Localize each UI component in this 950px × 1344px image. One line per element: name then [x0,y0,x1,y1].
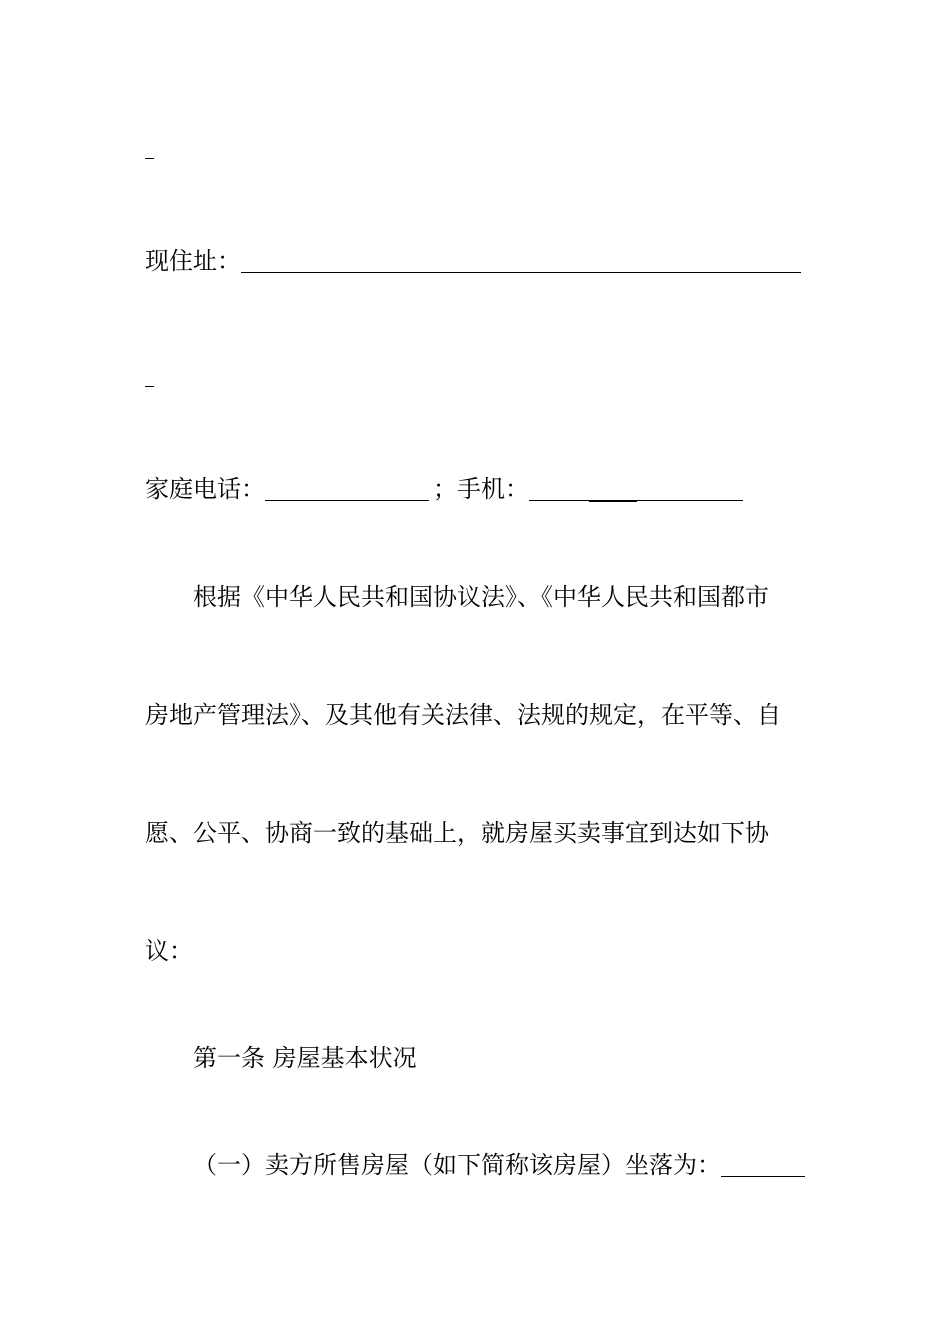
paragraph-line: 愿、公平、协商一致的基础上，就房屋买卖事宜到达如下协 [145,819,769,847]
paragraph-line: 房地产管理法》、及其他有关法律、法规的规定，在平等、自 [145,701,781,729]
location-blank[interactable] [721,1154,805,1177]
address-line [145,246,801,276]
mobile-blank[interactable] [529,478,743,501]
clause-text: （一）卖方所售房屋（如下简称该房屋）坐落为： [193,1151,721,1179]
paragraph-line: 议： [145,937,193,965]
mobile-label: 手机： [457,475,529,503]
home-phone-label: 家庭电话： [145,475,265,503]
separator: ； [433,475,457,503]
underline-fragment [145,386,154,387]
phone-line [145,474,743,504]
underline-fragment [145,158,154,159]
clause-line [193,1150,805,1180]
address-label: 现住址： [145,247,241,275]
home-phone-blank[interactable] [265,478,429,501]
article-heading: 第一条 房屋基本状况 [193,1044,417,1072]
paragraph-line: 根据《中华人民共和国协议法》、《中华人民共和国都市 [193,583,769,611]
address-blank[interactable] [241,250,801,273]
